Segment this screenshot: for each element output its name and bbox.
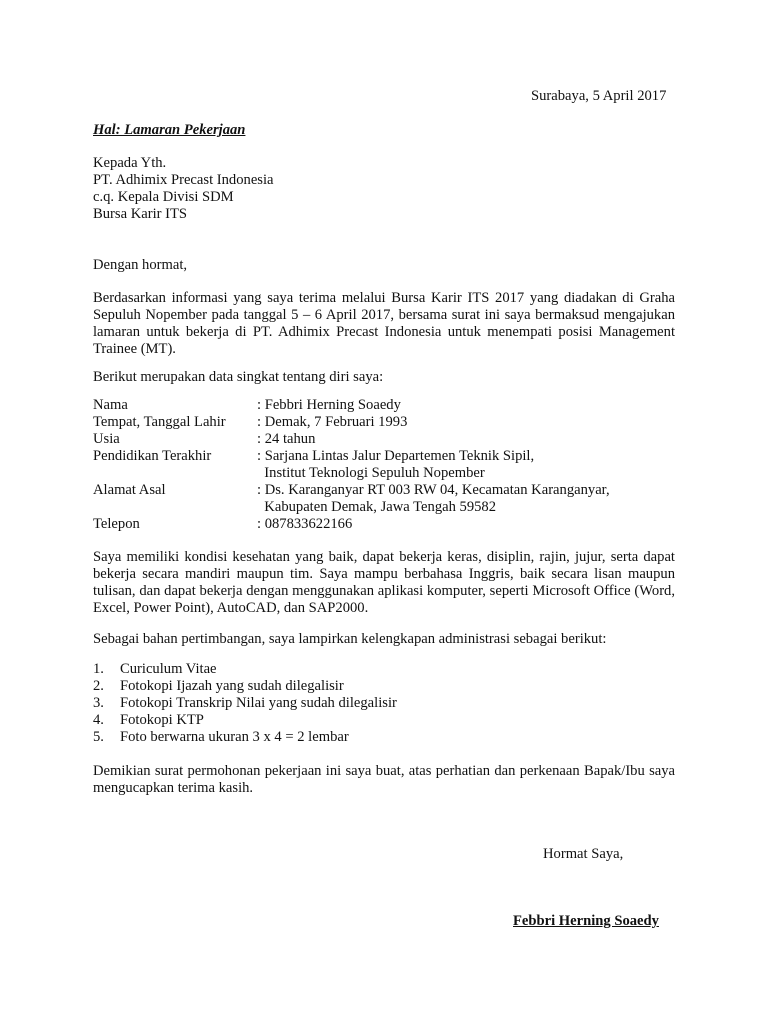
data-value: : Sarjana Lintas Jalur Departemen Teknik Sipil, <box>257 448 535 464</box>
list-text: Fotokopi Transkrip Nilai yang sudah dilegalisir <box>120 695 397 711</box>
list-item <box>93 729 397 746</box>
recipient-line: PT. Adhimix Precast Indonesia <box>93 172 274 188</box>
data-label: Pendidikan Terakhir <box>93 448 212 464</box>
attachments-intro: Sebagai bahan pertimbangan, saya lampirkan kelengkapan administrasi sebagai berikut: <box>93 631 607 647</box>
recipient-line: c.q. Kepala Divisi SDM <box>93 189 234 205</box>
closing-phrase: Hormat Saya, <box>543 846 624 862</box>
recipient-line: Bursa Karir ITS <box>93 206 188 222</box>
data-value: : Demak, 7 Februari 1993 <box>257 414 408 430</box>
data-label: Nama <box>93 397 128 413</box>
recipient-line: Kepada Yth. <box>93 155 167 171</box>
skills-paragraph: Saya memiliki kondisi kesehatan yang baik, dapat bekerja keras, disiplin, rajin, jujur, serta dapat bekerja secara mandiri maupun tim. Saya mampu berbahasa Inggris, baik secara lisan maupun tulisan, dan dapat bekerja dengan menggunakan aplikasi komputer, seperti Microsoft Office (Word, Excel, Power Point), AutoCAD, dan SAP2000. <box>93 549 675 616</box>
list-text: Fotokopi Ijazah yang sudah dilegalisir <box>120 678 344 694</box>
list-text: Foto berwarna ukuran 3 x 4 = 2 lembar <box>120 729 349 745</box>
data-value: : Ds. Karanganyar RT 003 RW 04, Kecamatan Karanganyar, <box>257 482 610 498</box>
list-item <box>93 678 397 695</box>
list-item <box>93 661 397 678</box>
list-number: 1. <box>93 661 104 677</box>
list-number: 5. <box>93 729 104 745</box>
closing-paragraph: Demikian surat permohonan pekerjaan ini saya buat, atas perhatian dan perkenaan Bapak/Ibu saya mengucapkan terima kasih. <box>93 763 675 796</box>
list-item <box>93 712 397 729</box>
data-value: Institut Teknologi Sepuluh Nopember <box>257 465 485 481</box>
data-value: : 087833622166 <box>257 516 353 532</box>
data-label: Usia <box>93 431 120 447</box>
list-text: Curiculum Vitae <box>120 661 217 677</box>
list-number: 2. <box>93 678 104 694</box>
intro-paragraph: Berdasarkan informasi yang saya terima melalui Bursa Karir ITS 2017 yang diadakan di Graha Sepuluh Nopember pada tanggal 5 – 6 April 2017, bersama surat ini saya bermaksud mengajukan lamaran untuk bekerja di PT. Adhimix Precast Indonesia untuk menempati posisi Management Trainee (MT). <box>93 290 675 357</box>
data-value: : Febbri Herning Soaedy <box>257 397 401 413</box>
recipient-block <box>93 155 274 223</box>
data-intro: Berikut merupakan data singkat tentang diri saya: <box>93 369 384 385</box>
attachments-list <box>93 661 397 746</box>
list-item <box>93 695 397 712</box>
data-label: Tempat, Tanggal Lahir <box>93 414 226 430</box>
list-number: 3. <box>93 695 104 711</box>
data-value: : 24 tahun <box>257 431 316 447</box>
list-number: 4. <box>93 712 104 728</box>
data-value: Kabupaten Demak, Jawa Tengah 59582 <box>257 499 497 515</box>
salutation: Dengan hormat, <box>93 257 188 273</box>
data-label: Telepon <box>93 516 140 532</box>
place-date: Surabaya, 5 April 2017 <box>531 88 667 104</box>
letter-subject: Hal: Lamaran Pekerjaan <box>93 122 246 138</box>
list-text: Fotokopi KTP <box>120 712 204 728</box>
data-label: Alamat Asal <box>93 482 166 498</box>
signer-name: Febbri Herning Soaedy <box>513 913 659 929</box>
